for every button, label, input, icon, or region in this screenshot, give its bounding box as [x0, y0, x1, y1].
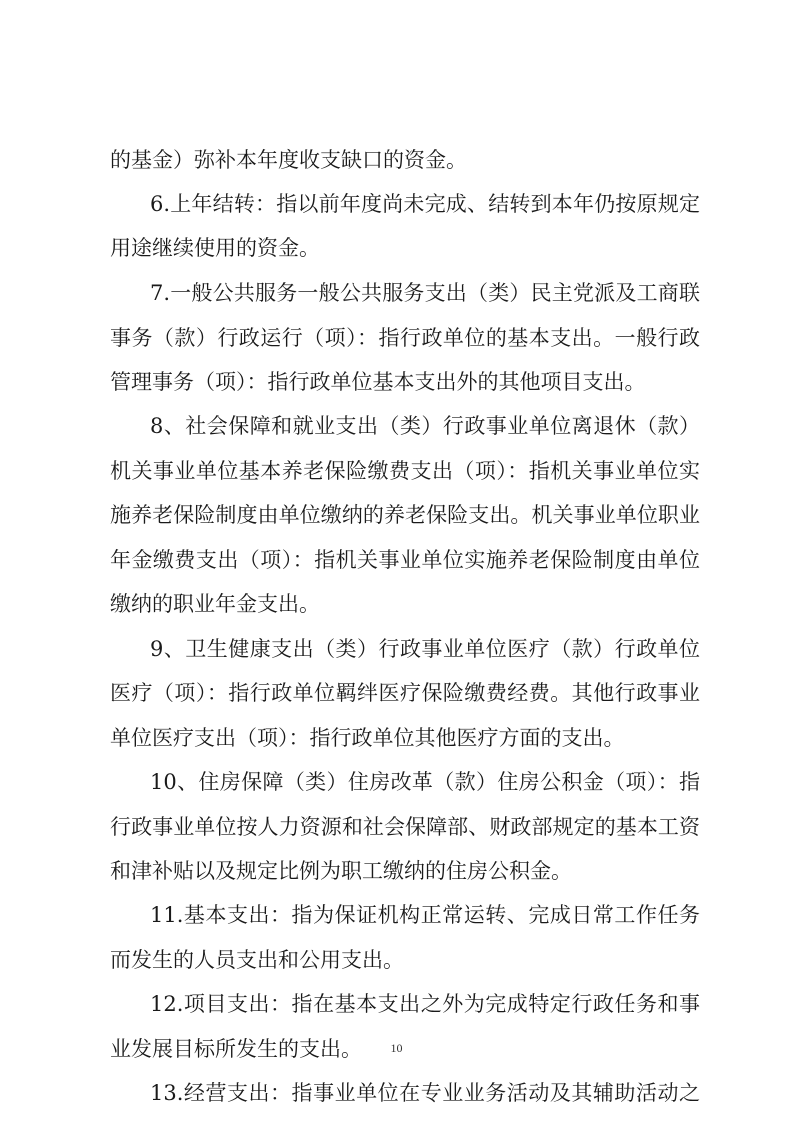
paragraph-10-line-2: 行政事业单位按人力资源和社会保障部、财政部规定的基本工资 — [110, 815, 700, 839]
paragraph-8-line-1: 8、社会保障和就业支出（类）行政事业单位离退休（款） — [150, 414, 700, 438]
paragraph-9-line-1: 9、卫生健康支出（类）行政事业单位医疗（款）行政单位 — [150, 637, 700, 661]
paragraph-12-line-2: 业发展目标所发生的支出。 — [110, 1037, 362, 1061]
paragraph-9-line-3: 单位医疗支出（项）：指行政单位其他医疗方面的支出。 — [110, 726, 625, 750]
paragraph-8-line-4: 年金缴费支出（项）：指机关事业单位实施养老保险制度由单位 — [110, 548, 700, 572]
paragraph-11-line-2: 而发生的人员支出和公用支出。 — [110, 948, 404, 972]
paragraph-6-line-2: 用途继续使用的资金。 — [110, 236, 320, 260]
paragraph-11-line-1: 11.基本支出：指为保证机构正常运转、完成日常工作任务 — [150, 903, 700, 927]
paragraph-7-line-3: 管理事务（项）：指行政单位基本支出外的其他项目支出。 — [110, 370, 646, 394]
paragraph-7-line-2: 事务（款）行政运行（项）：指行政单位的基本支出。一般行政 — [110, 326, 700, 350]
paragraph-10-line-3: 和津补贴以及规定比例为职工缴纳的住房公积金。 — [110, 859, 572, 883]
paragraph-10-line-1: 10、住房保障（类）住房改革（款）住房公积金（项）：指 — [150, 770, 700, 794]
paragraph-9-line-2: 医疗（项）：指行政单位羁绊医疗保险缴费经费。其他行政事业 — [110, 681, 700, 705]
paragraph-13-line-1: 13.经营支出：指事业单位在专业业务活动及其辅助活动之 — [150, 1081, 700, 1105]
paragraph-7-line-1: 7.一般公共服务一般公共服务支出（类）民主党派及工商联 — [150, 281, 700, 305]
paragraph-8-line-2: 机关事业单位基本养老保险缴费支出（项）：指机关事业单位实 — [110, 459, 700, 483]
paragraph-8-line-5: 缴纳的职业年金支出。 — [110, 592, 320, 616]
page-number: 10 — [390, 1041, 403, 1055]
paragraph-12-line-1: 12.项目支出：指在基本支出之外为完成特定行政任务和事 — [150, 992, 700, 1016]
paragraph-6-line-1: 6.上年结转：指以前年度尚未完成、结转到本年仍按原规定 — [150, 192, 700, 216]
paragraph-8-line-3: 施养老保险制度由单位缴纳的养老保险支出。机关事业单位职业 — [110, 503, 700, 527]
text-line-1: 的基金）弥补本年度收支缺口的资金。 — [110, 148, 467, 172]
